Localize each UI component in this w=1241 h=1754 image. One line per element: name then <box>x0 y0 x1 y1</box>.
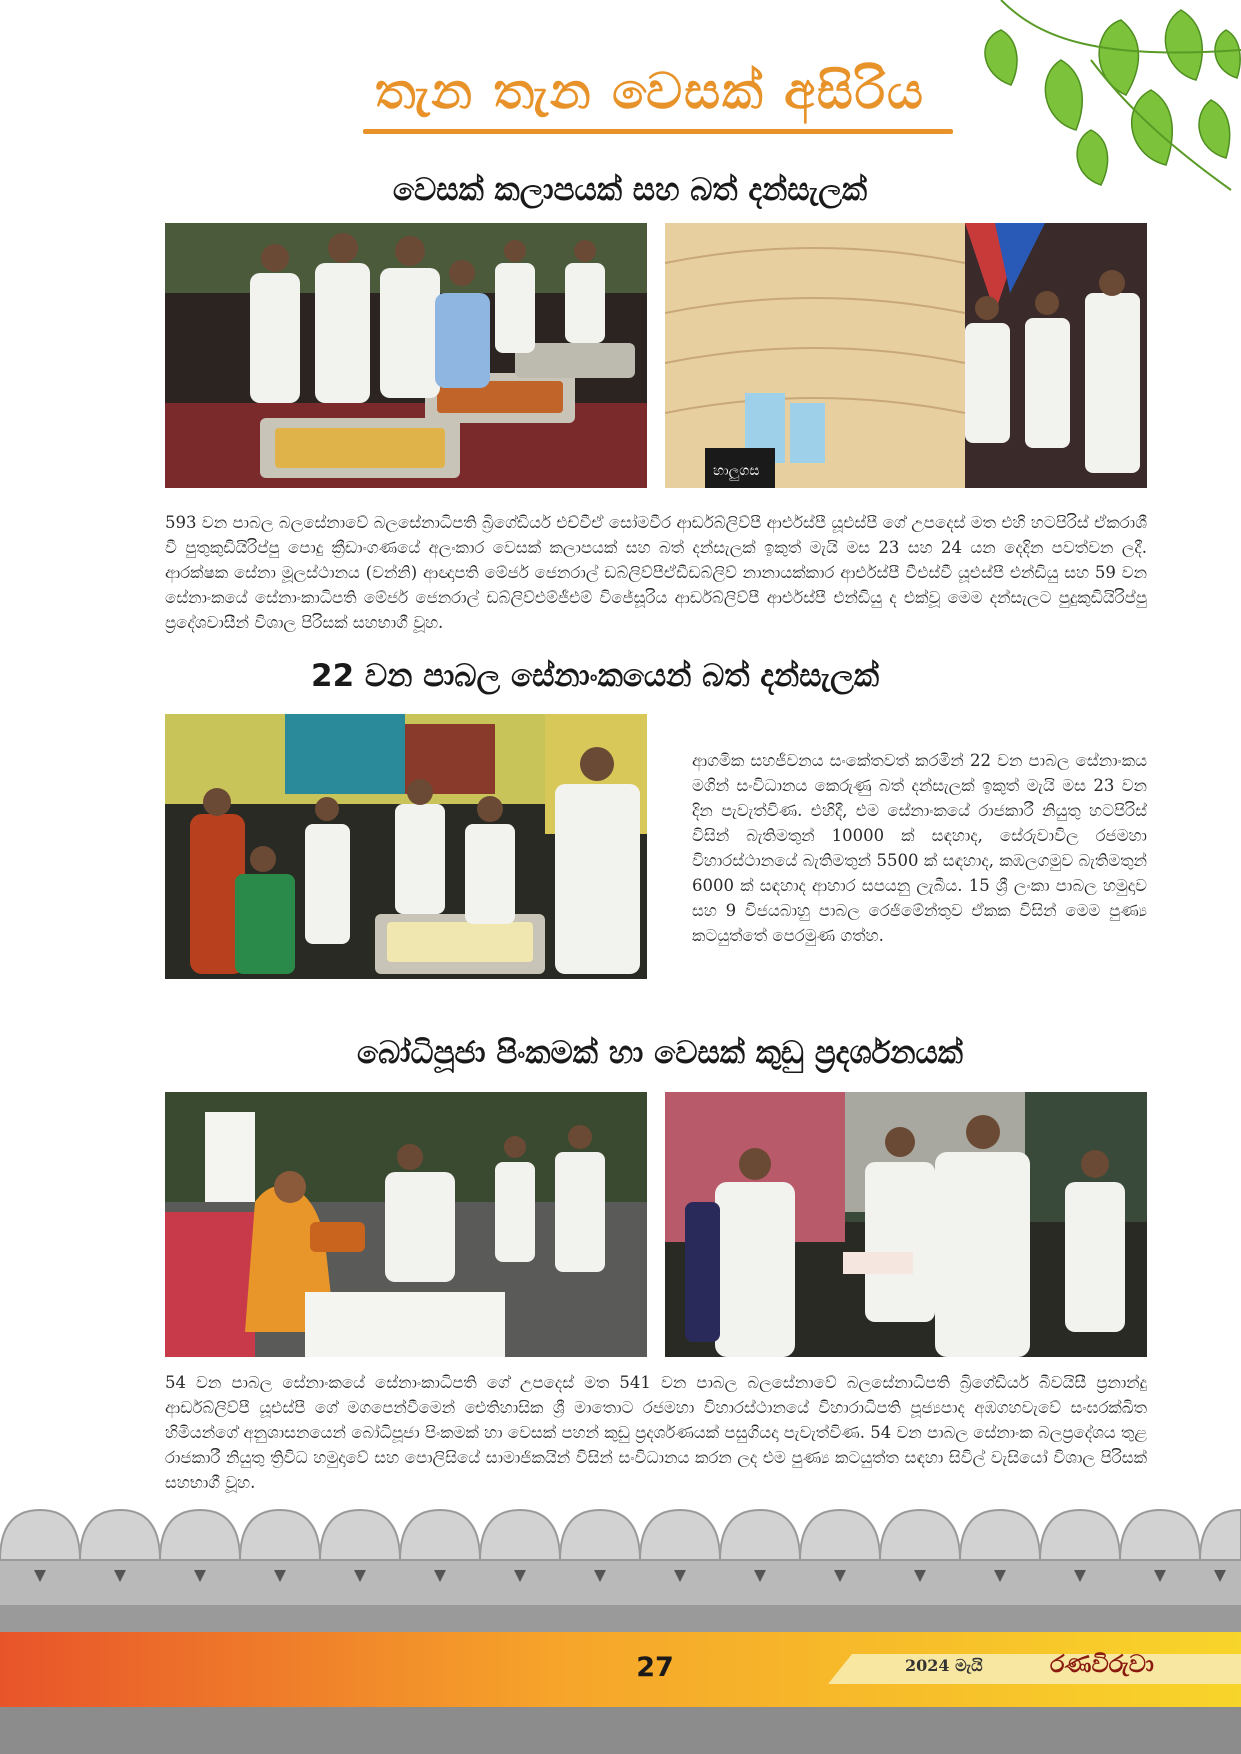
page-main-title: තැන තැන වෙසක් අසිරිය <box>375 62 925 120</box>
section-1-body-text: 593 වන පාබල බලසේනාවේ බලසේනාධිපති බ්‍රිගේඩියර් එච්වීඒ සෝමවීර ආර්ඩබ්ලිව්පී ආර්එස්පී යූඑස්පී ගේ උපදෙස් මත එහි හටපිරිස් ඒකරාශී වී පුතුකුඩියිරිප්පු පොදු ක්‍රීඩාංගණයේ අලංකාර වෙසක් කලාපයක් සහ බත් දන්සැලක් ඉකුත් මැයි මස 23 සහ 24 යන දෙදින පවත්වන ලදී. ආරක්ෂක සේනා මූලස්ථානය (වන්නි) ආඥාපති මේජර් ජෙනරාල් ඩබ්ලිව්පීඒඩීඩබ්ලිව් නානායක්කාර ආර්එස්පී වීඑස්වී යූඑස්පී එන්ඩියු සහ 59 වන සේනාංකයේ සේනාංකාධිපති මේජර් ජෙනරාල් ඩබ්ලිව්එම්ජීඑම් විජේසූරිය ආර්ඩබ්ලිව්පී ආර්එස්පී එන්ඩියු ද එක්වූ මෙම දන්සැලට පුදුකුඩියිරිප්පු ප්‍රදේශවාසීන් විශාල පිරිසක් සහභාගී වූහ. <box>165 513 1147 632</box>
section-2-photo-dansala <box>165 714 647 979</box>
section-1-photo-vesak-decoration <box>665 223 1147 488</box>
photo-sign-text: හාලුගස <box>713 463 760 479</box>
wall-base-band <box>0 1605 1241 1635</box>
issue-tag-background <box>828 1654 1241 1684</box>
bodhi-leaves-decoration <box>941 0 1241 200</box>
page-number: 27 <box>636 1652 674 1683</box>
section-3-title: බෝධිපූජා පිංකමක් හා වෙසක් කුඩු ප්‍රදර්ශනයක් <box>357 1035 963 1071</box>
section-2-body-text: ආගමික සහජීවනය සංකේතවත් කරමින් 22 වන පාබල සේනාංකය මගින් සංවිධානය කෙරුණු බත් දන්සැලක් ඉකුත් මැයි මස 23 වන දින පැවැත්විණ. එහිදී, එම සේනාංකයේ රාජකාරී නියුතු හටපිරිස් විසින් බැතිමතුන් 10000 ක් සඳහාද, සේරුවාවිල රජමහා විහාරස්ථානයේ බැතිමතුන් 5500 ක් සඳහාද, කඹලගමුව බැතිමතුන් 6000 ක් සඳහාද ආහාර සපයනු ලැබීය. 15 ශ්‍රී ලංකා පාබල හමුදාව සහ 9 විජයබාහු පාබල රෙජිමේන්තුව ඒකක විසින් මෙම පුණ්‍ය කටයුත්තේ පෙරමුණ ගත්හ. <box>692 751 1147 945</box>
section-3-photo-presentation <box>665 1092 1147 1357</box>
section-2-title: 22 වන පාබල සේනාංකයෙන් බත් දන්සැලක් <box>311 658 879 694</box>
title-underline <box>363 129 953 134</box>
footer-bottom-band <box>0 1707 1241 1754</box>
magazine-name: රණවිරුවා <box>1050 1650 1154 1678</box>
issue-date: 2024 මැයි <box>905 1656 983 1675</box>
section-3-photo-bodhi-puja <box>165 1092 647 1357</box>
section-3-body-text: 54 වන පාබල සේනාංකයේ සේනාංකාධිපති ගේ උපදෙස් මත 541 වන පාබල බලසේනාවේ බලසේනාධිපති බ්‍රිගේඩියර් බීවයිසී ප්‍රනාන්දු ආර්ඩබ්ලිව්පී යූඑස්පී ගේ මගපෙන්වීමෙන් ඓතිහාසික ශ්‍රී මාතොට රජමහා විහාරස්ථානයේ විහාරාධිපති පූජ්‍යපාද අඹගහවැවේ සංඝරක්ඛිත හිමියන්ගේ අනුශාසනයෙන් බෝධිපූජා පිංකමක් හා වෙසක් පහන් කුඩු ප්‍රදර්ශණයක් පසුගියදා පැවැත්විණ. 54 වන පාබල සේනාංක බලප්‍රදේශය තුළ රාජකාරී නියුතු ත්‍රිවිධ හමුදාවේ සහ පොලිසියේ සාමාජිකයින් විසින් සංවිධානය කරන ලද එම පුණ්‍ය කටයුත්ත සඳහා සිවිල් වැසියෝ විශාල පිරිසක් සහභාගී වූහ. <box>165 1373 1147 1492</box>
temple-wall-decoration <box>0 1500 1241 1605</box>
section-1-photo-food-serving <box>165 223 647 488</box>
section-1-title: වෙසක් කලාපයක් සහ බත් දන්සැලක් <box>392 172 868 208</box>
